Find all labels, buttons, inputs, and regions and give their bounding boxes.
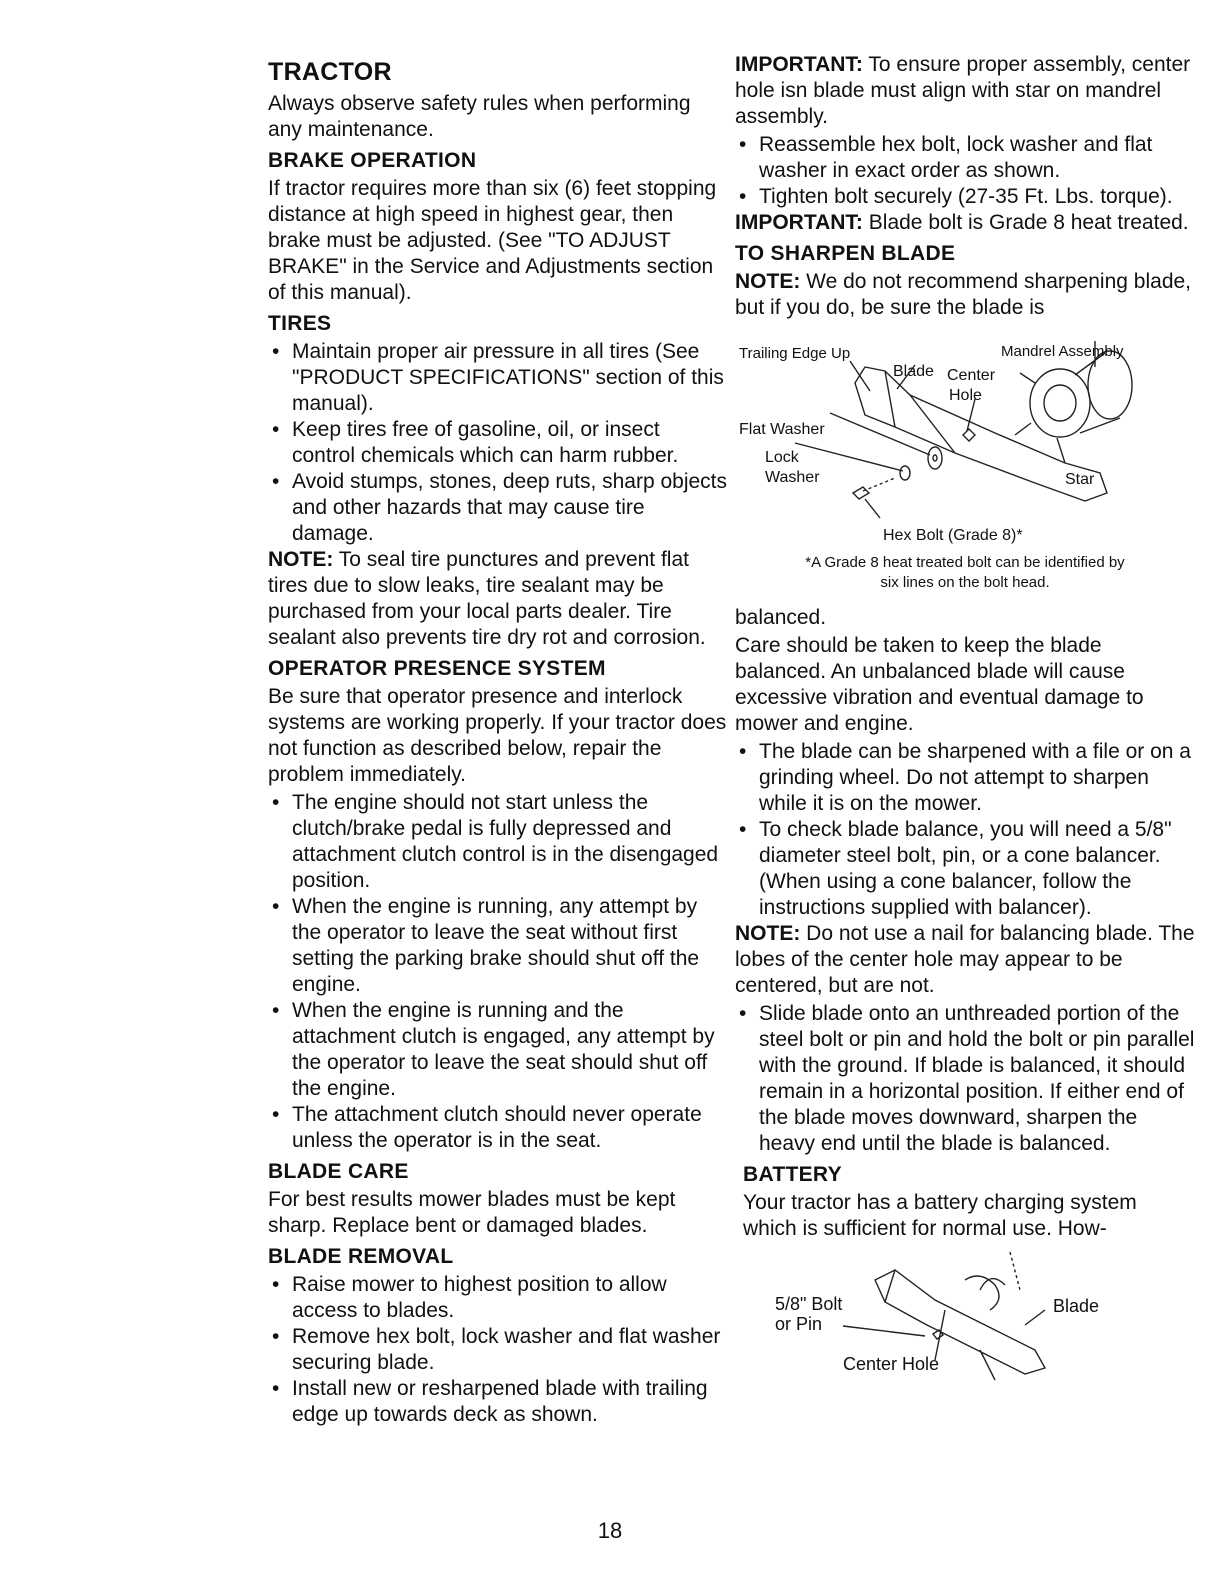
star-label: Star xyxy=(1065,471,1095,488)
blade-balance-figure xyxy=(735,1250,1195,1400)
blade-care-text: For best results mower blades must be kept sharp. Replace bent or damaged blades. xyxy=(268,1188,676,1237)
sharpen-blade-heading: TO SHARPEN BLADE xyxy=(735,242,956,265)
list-item: • Keep tires free of gasoline, oil, or insect control chemicals which can harm rubber. xyxy=(268,417,728,469)
bolt-pin-label: 5/8" Bolt xyxy=(775,1294,843,1314)
important-text: To ensure proper assembly, center hole isn blade must align with star on mandrel assembly. xyxy=(735,53,1191,128)
figure-caption xyxy=(735,553,1195,593)
note-label: NOTE: xyxy=(268,548,334,571)
note-text: To seal tire punctures and prevent flat tires due to slow leaks, tire sealant may be purchased from your local parts dealer. Tire sealant also prevents tire dry rot and corrosion. xyxy=(268,548,706,649)
center-hole-label: Center Hole xyxy=(843,1354,940,1374)
list-item: • Remove hex bolt, lock washer and flat washer securing blade. xyxy=(268,1324,728,1376)
blade-removal-list xyxy=(268,1272,728,1428)
care-text: Care should be taken to keep the blade balanced. An unbalanced blade will cause excessive vibration and eventual damage to mower and engine. xyxy=(735,634,1144,735)
list-item: • When the engine is running, any attempt by the operator to leave the seat without first setting the parking brake should shut off the engine. xyxy=(268,894,728,998)
note-label: NOTE: xyxy=(735,922,801,945)
blade-assembly-figure xyxy=(735,323,1195,551)
caption-line: *A Grade 8 heat treated bolt can be identified by xyxy=(805,554,1125,571)
note-text: We do not recommend sharpening blade, but if you do, be sure the blade is xyxy=(735,270,1192,319)
right-column xyxy=(735,52,1195,1400)
sharpen-note xyxy=(735,269,1195,321)
list-item: • The attachment clutch should never operate unless the operator is in the seat. xyxy=(268,1102,728,1154)
trailing-edge-label: Trailing Edge Up xyxy=(739,345,851,362)
important-assembly xyxy=(735,52,1195,130)
assembly-list xyxy=(735,132,1195,210)
flat-washer-label: Flat Washer xyxy=(739,421,825,438)
operator-presence-list xyxy=(268,790,728,1154)
blade-label: Blade xyxy=(1053,1296,1100,1316)
sharpen-list xyxy=(735,739,1195,921)
hex-bolt-label: Hex Bolt (Grade 8)* xyxy=(883,527,1023,544)
tractor-heading: TRACTOR xyxy=(268,58,392,86)
important-label: IMPORTANT: xyxy=(735,53,863,76)
list-item: • Raise mower to highest position to allow access to blades. xyxy=(268,1272,728,1324)
blade-label: Blade xyxy=(893,363,934,380)
brake-operation-heading: BRAKE OPERATION xyxy=(268,149,477,172)
balanced-text: balanced. xyxy=(735,606,827,629)
page-number: 18 xyxy=(597,1518,623,1543)
operator-presence-heading: OPERATOR PRESENCE SYSTEM xyxy=(268,657,606,680)
list-item: • When the engine is running and the attachment clutch is engaged, any attempt by the operator to leave the seat should shut off the engine. xyxy=(268,998,728,1102)
caption-line: six lines on the bolt head. xyxy=(880,574,1050,591)
list-item: • Slide blade onto an unthreaded portion of the steel bolt or pin and hold the bolt or pin parallel with the ground. If blade is balanced, it should remain in a horizontal position. If either end of the blade moves downward, sharpen the heavy end until the blade is balanced. xyxy=(735,1001,1195,1157)
center-hole-label: Center xyxy=(947,367,996,384)
balance-list xyxy=(735,1001,1195,1157)
blade-removal-heading: BLADE REMOVAL xyxy=(268,1245,454,1268)
lock-washer-label: Lock xyxy=(765,449,799,466)
important-text: Blade bolt is Grade 8 heat treated. xyxy=(862,211,1189,234)
nail-note xyxy=(735,921,1195,999)
important-label: IMPORTANT: xyxy=(735,211,863,234)
list-item: • Tighten bolt securely (27-35 Ft. Lbs. torque). xyxy=(735,184,1195,210)
list-item: • To check blade balance, you will need a 5/8" diameter steel bolt, pin, or a cone balancer. (When using a cone balancer, follow the instructions supplied with balancer). xyxy=(735,817,1195,921)
brake-operation-text: If tractor requires more than six (6) feet stopping distance at high speed in highest gear, then brake must be adjusted. (See "TO ADJUST BRAKE" in the Service and Adjustments section of this manual). xyxy=(268,177,717,304)
note-text: Do not use a nail for balancing blade. The lobes of the center hole may appear to be centered, but are not. xyxy=(735,922,1195,997)
list-item: • Avoid stumps, stones, deep ruts, sharp objects and other hazards that may cause tire damage. xyxy=(268,469,728,547)
bolt-pin-label-2: or Pin xyxy=(775,1314,823,1334)
tires-list xyxy=(268,339,728,547)
list-item: • The engine should not start unless the clutch/brake pedal is fully depressed and attachment clutch control is in the disengaged position. xyxy=(268,790,728,894)
list-item: • The blade can be sharpened with a file or on a grinding wheel. Do not attempt to sharpen while it is on the mower. xyxy=(735,739,1195,817)
mandrel-assembly-label: Mandrel Assembly xyxy=(1001,343,1124,360)
left-column xyxy=(268,52,728,1428)
lock-washer-label-2: Washer xyxy=(765,469,820,486)
battery-heading: BATTERY xyxy=(743,1163,842,1186)
important-bolt-grade xyxy=(735,210,1195,236)
tractor-text: Always observe safety rules when performing any maintenance. xyxy=(268,92,691,141)
blade-care-heading: BLADE CARE xyxy=(268,1160,409,1183)
tires-note xyxy=(268,547,728,651)
battery-text: Your tractor has a battery charging system which is sufficient for normal use. How- xyxy=(743,1191,1137,1240)
center-hole-label-2: Hole xyxy=(949,387,982,404)
note-label: NOTE: xyxy=(735,270,801,293)
operator-presence-text: Be sure that operator presence and interlock systems are working properly. If your tractor does not function as described below, repair the problem immediately. xyxy=(268,685,727,786)
list-item: • Reassemble hex bolt, lock washer and flat washer in exact order as shown. xyxy=(735,132,1195,184)
list-item: • Install new or resharpened blade with trailing edge up towards deck as shown. xyxy=(268,1376,728,1428)
list-item: • Maintain proper air pressure in all tires (See "PRODUCT SPECIFICATIONS" section of this manual). xyxy=(268,339,728,417)
tires-heading: TIRES xyxy=(268,312,332,335)
